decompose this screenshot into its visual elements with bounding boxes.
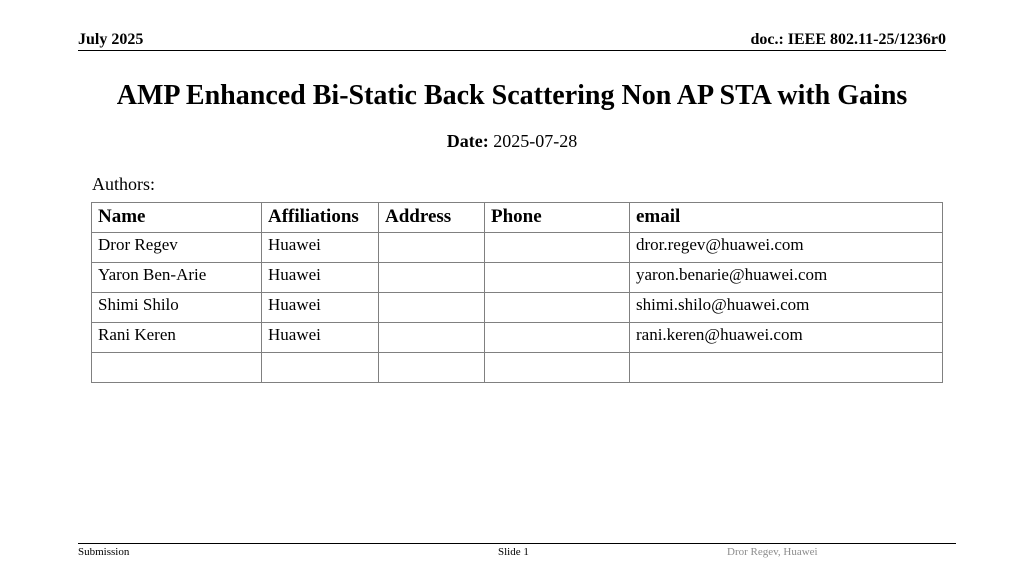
column-header-address: Address xyxy=(379,203,485,233)
header-date: July 2025 xyxy=(78,31,144,48)
author-name-cell xyxy=(92,353,262,383)
author-affiliation-cell: Huawei xyxy=(262,293,379,323)
slide-title: AMP Enhanced Bi-Static Back Scattering Non AP STA with Gains xyxy=(116,80,908,111)
column-header-affiliations: Affiliations xyxy=(262,203,379,233)
header-divider xyxy=(78,50,946,51)
author-address-cell xyxy=(379,293,485,323)
author-name-cell: Shimi Shilo xyxy=(92,293,262,323)
table-header-row xyxy=(92,203,943,233)
author-phone-cell xyxy=(485,233,630,263)
footer-slide-number: Slide 1 xyxy=(498,546,529,558)
date-label: Date: xyxy=(446,131,489,151)
footer-submission: Submission xyxy=(78,546,130,558)
date-line xyxy=(0,129,1024,153)
author-email-cell: rani.keren@huawei.com xyxy=(630,323,943,353)
author-email-cell xyxy=(630,353,943,383)
authors-table xyxy=(91,202,943,383)
table-row xyxy=(92,293,943,323)
table-row xyxy=(92,233,943,263)
author-name-cell: Yaron Ben-Arie xyxy=(92,263,262,293)
author-affiliation-cell: Huawei xyxy=(262,263,379,293)
author-phone-cell xyxy=(485,263,630,293)
author-phone-cell xyxy=(485,293,630,323)
table-row xyxy=(92,263,943,293)
author-email-cell: shimi.shilo@huawei.com xyxy=(630,293,943,323)
author-address-cell xyxy=(379,233,485,263)
footer-author: Dror Regev, Huawei xyxy=(727,546,818,558)
table-row-empty xyxy=(92,353,943,383)
author-affiliation-cell xyxy=(262,353,379,383)
author-address-cell xyxy=(379,353,485,383)
footer-divider xyxy=(78,543,956,544)
column-header-phone: Phone xyxy=(485,203,630,233)
author-phone-cell xyxy=(485,353,630,383)
author-name-cell: Rani Keren xyxy=(92,323,262,353)
table-row xyxy=(92,323,943,353)
author-address-cell xyxy=(379,323,485,353)
author-email-cell: yaron.benarie@huawei.com xyxy=(630,263,943,293)
column-header-name: Name xyxy=(92,203,262,233)
date-value: 2025-07-28 xyxy=(493,131,578,151)
column-header-email: email xyxy=(630,203,943,233)
author-affiliation-cell: Huawei xyxy=(262,233,379,263)
authors-label: Authors: xyxy=(92,174,155,194)
header-doc-id: doc.: IEEE 802.11-25/1236r0 xyxy=(750,31,946,48)
author-phone-cell xyxy=(485,323,630,353)
author-address-cell xyxy=(379,263,485,293)
author-name-cell: Dror Regev xyxy=(92,233,262,263)
author-email-cell: dror.regev@huawei.com xyxy=(630,233,943,263)
author-affiliation-cell: Huawei xyxy=(262,323,379,353)
